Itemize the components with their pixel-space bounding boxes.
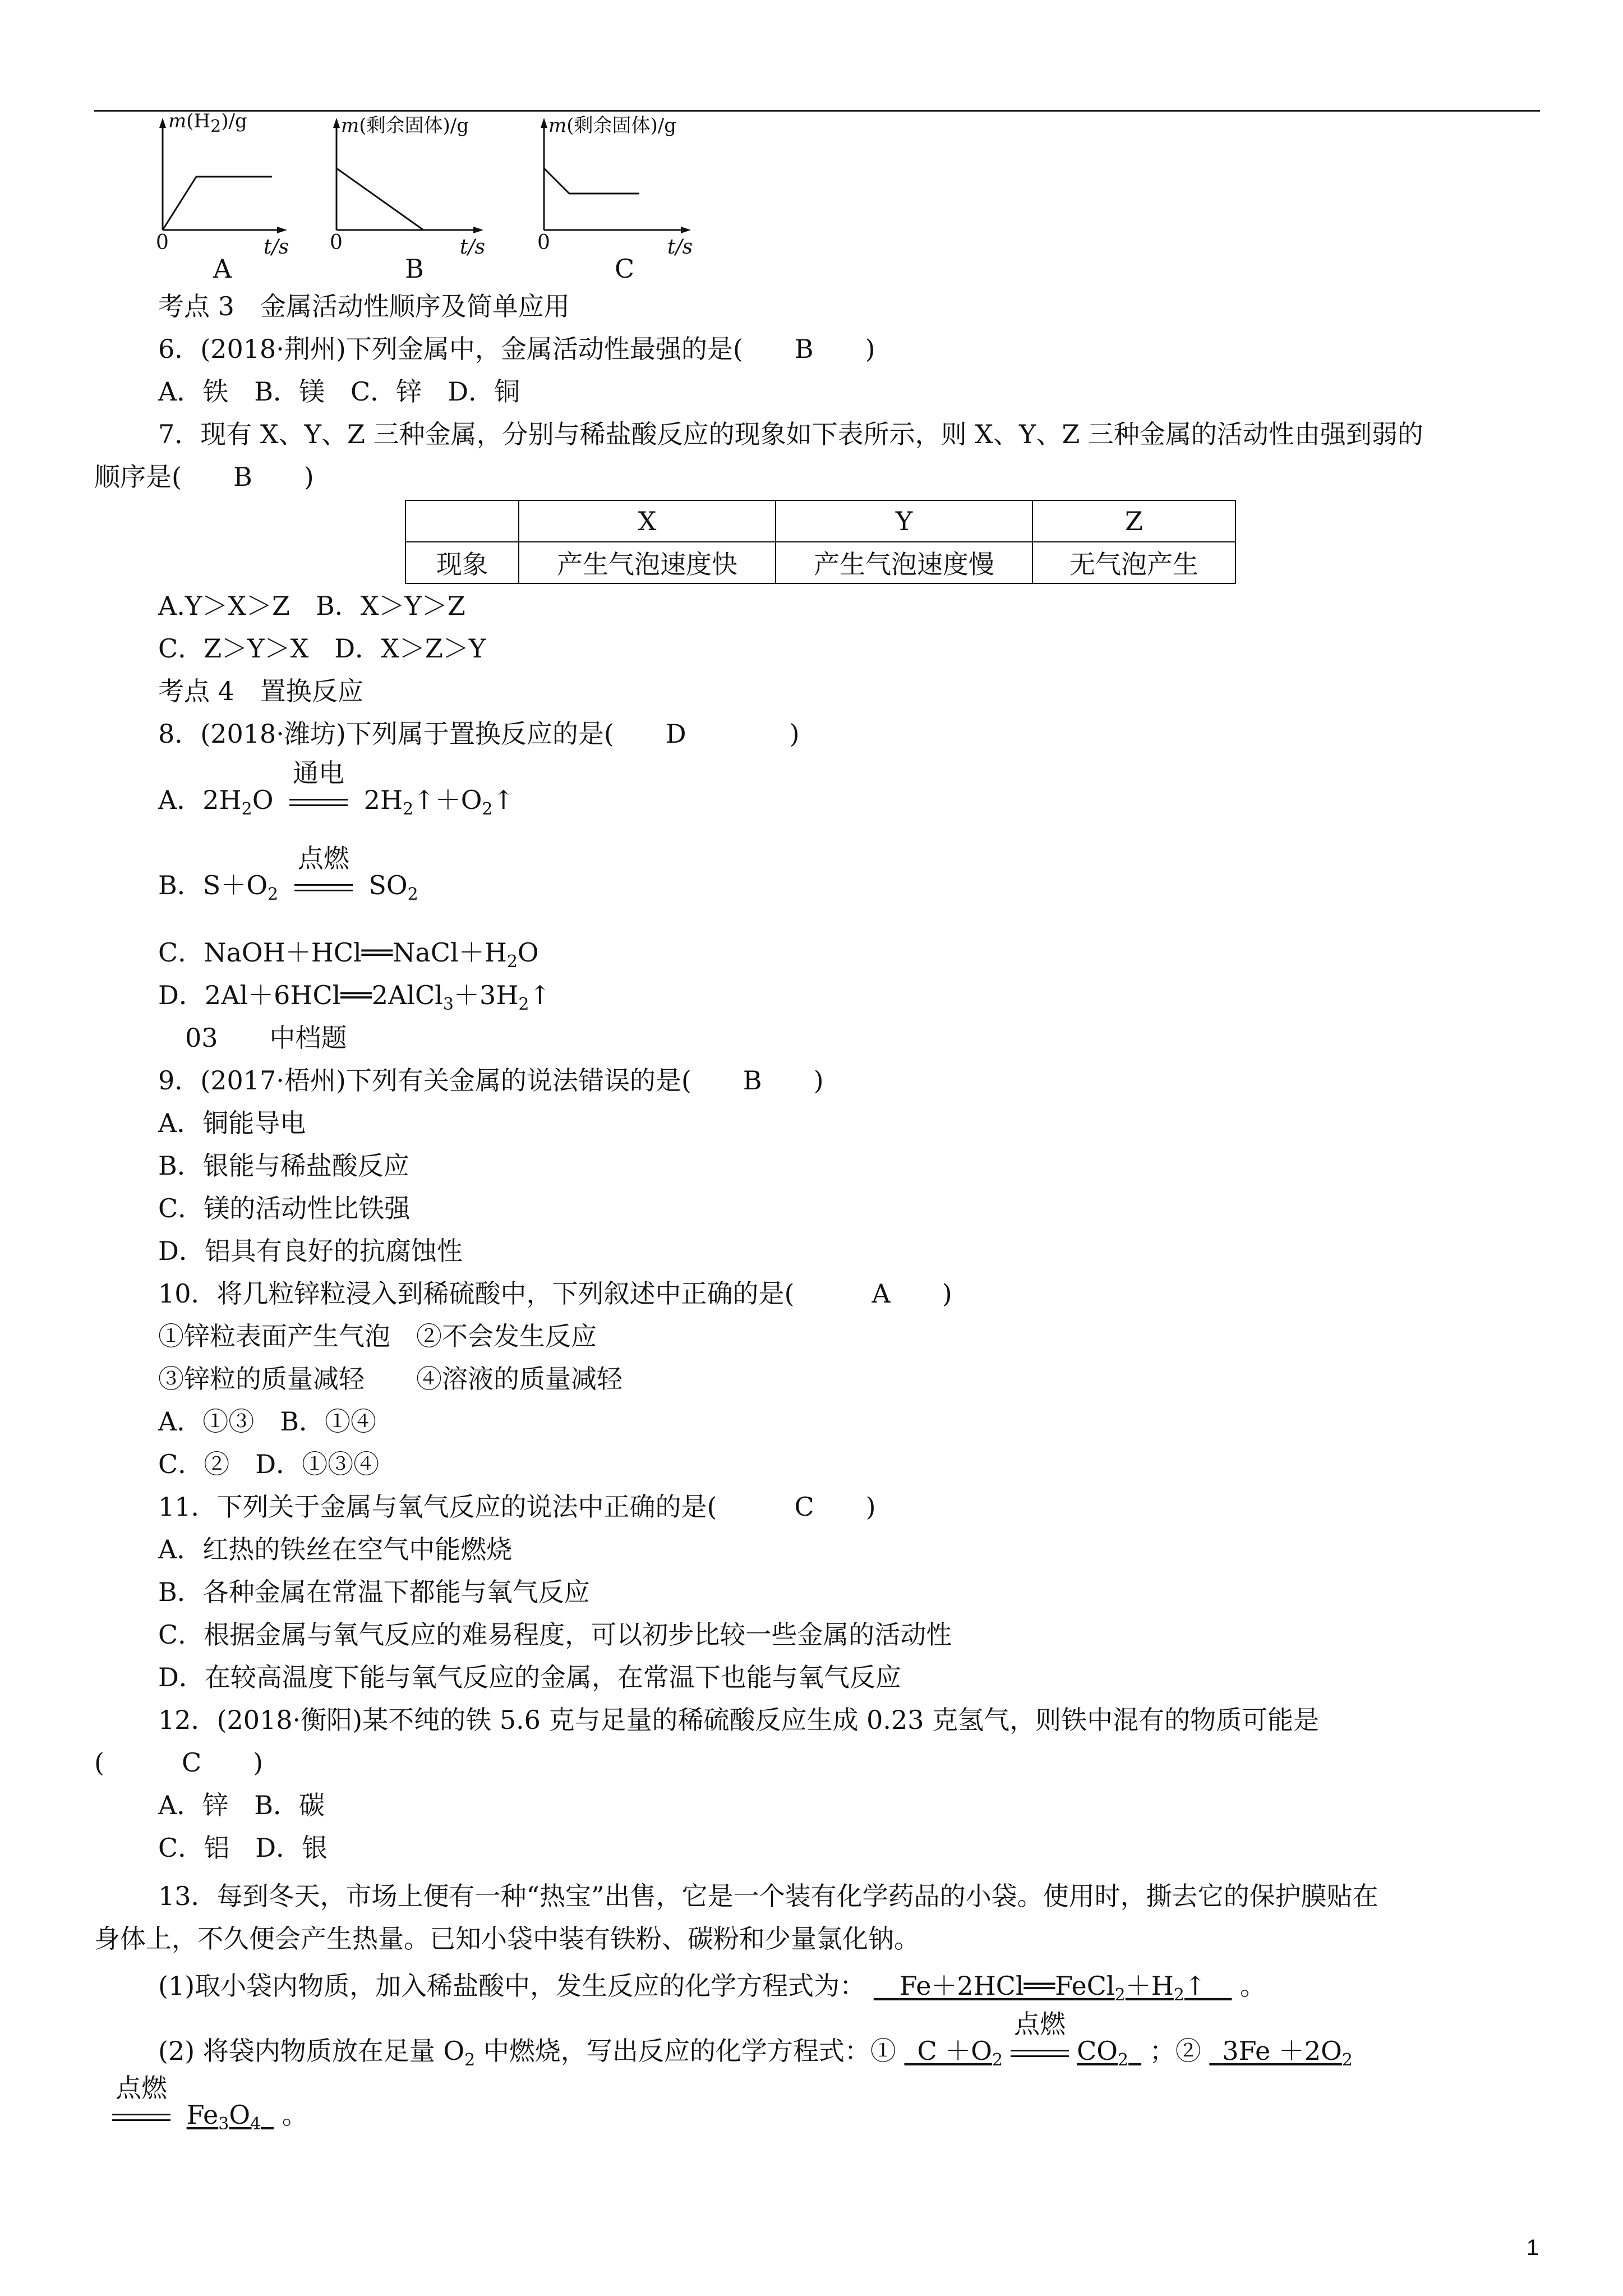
q9-option-a: A．铜能导电 [158, 1108, 306, 1138]
q13-stem-2: 身体上，不久便会产生热量。已知小袋中装有铁粉、碳粉和少量氯化钠。 [94, 1924, 920, 1954]
graph-b-ylabel: m(剩余固体)/g [341, 114, 469, 137]
q8-option-c: C．$NaOH+HCl══NaCl+H_2O$ [158, 937, 539, 972]
section3-heading: 考点 3 金属活动性顺序及简单应用 [158, 291, 570, 321]
graph-b-line [336, 168, 423, 230]
graph-a-caption: A [213, 254, 232, 284]
graph-c-line [544, 168, 639, 194]
q7-stem-1: 7．现有 X、Y、Z 三种金属，分别与稀盐酸反应的现象如下表所示，则 X、Y、Z 三种金属的活动性由强到弱的 [158, 419, 1423, 449]
graph-b-xlabel: t/s [460, 236, 486, 259]
q13-part2-continued: 点燃 $Fe_3O_4$ 。 [112, 2099, 308, 2140]
q12-stem-1: 12．(2018·衡阳)某不纯的铁 5.6 克与足量的稀硫酸反应生成 0.23 克氢气，则铁中混有的物质可能是 [158, 1705, 1320, 1735]
q8-stem: 8．(2018·潍坊)下列属于置换反应的是( D ) [158, 719, 800, 749]
graph-a-xlabel: t/s [264, 236, 289, 259]
table-row [405, 542, 1235, 583]
q12-options-1: A．锌 B．碳 [158, 1790, 325, 1820]
q13-part2-answer-2-rhs: $Fe_3O_4$ [186, 2100, 261, 2134]
q8-option-d: D．$2Al+6HCl══2AlCl_3+3H_2↑$ [158, 980, 551, 1015]
q13-part2: (2) 将袋内物质放在足量 $O_2$ 中燃烧，写出反应的化学方程式：① $C +O_2$ 点燃 $CO_2$ ；② $3Fe +2O_2$ [158, 2035, 1353, 2076]
graph-c-origin: 0 [537, 231, 550, 254]
q7-observation-table [405, 500, 1236, 584]
q6-options: A．铁 B．镁 C．锌 D．铜 [158, 376, 520, 407]
q10-stem: 10．将几粒锌粒浸入到稀硫酸中，下列叙述中正确的是( A ) [158, 1278, 952, 1309]
table-cell: X [519, 500, 776, 542]
section4-heading: 考点 4 置换反应 [158, 676, 363, 706]
graph-c-caption: C [615, 254, 635, 284]
q11-option-c: C．根据金属与氧气反应的难易程度，可以初步比较一些金属的活动性 [158, 1619, 952, 1650]
q13-part1: (1)取小袋内物质，加入稀盐酸中，发生反应的化学方程式为： $Fe+2HCl══FeCl_2+H_2↑$ 。 [158, 1970, 1266, 2011]
q9-stem: 9．(2017·梧州)下列有关金属的说法错误的是( B ) [158, 1065, 824, 1096]
table-cell: Y [776, 500, 1032, 542]
q13-stem-1: 13．每到冬天，市场上便有一种“热宝”出售，它是一个装有化学药品的小袋。使用时，撕去它的保护膜贴在 [158, 1881, 1378, 1911]
graph-c-xlabel: t/s [667, 236, 693, 259]
q9-option-d: D．铝具有良好的抗腐蚀性 [158, 1236, 463, 1266]
reaction-condition-arrow: 点燃 [1011, 2037, 1069, 2069]
q10-statements-1: ①锌粒表面产生气泡 ②不会发生反应 [158, 1321, 597, 1351]
page-number: 1 [1526, 2235, 1539, 2260]
graph-c-ylabel: m(剩余固体)/g [548, 114, 676, 137]
graph-a-line [163, 177, 272, 230]
table-cell: 产生气泡速度慢 [776, 542, 1032, 583]
section-mid-heading: 03 中档题 [185, 1023, 347, 1053]
q7-options-1: A.Y＞X＞Z B．X＞Y＞Z [158, 591, 465, 621]
table-cell [405, 500, 519, 542]
q6-stem: 6．(2018·荆州)下列金属中，金属活动性最强的是( B ) [158, 334, 875, 364]
q10-statements-2: ③锌粒的质量减轻 ④溶液的质量减轻 [158, 1364, 623, 1394]
reaction-condition-arrow: 点燃 [112, 2101, 170, 2133]
graph-b-caption: B [405, 254, 424, 284]
graph-a-origin: 0 [156, 231, 169, 254]
q11-option-d: D．在较高温度下能与氧气反应的金属，在常温下也能与氧气反应 [158, 1662, 901, 1692]
q11-option-a: A．红热的铁丝在空气中能燃烧 [158, 1534, 513, 1565]
table-cell: 无气泡产生 [1032, 542, 1235, 583]
q13-part1-answer: $Fe+2HCl══FeCl_2+H_2↑$ [899, 1971, 1206, 2005]
q8-option-a: A．$2H_2O$ 通电 $2H_2↑+O_2↑$ [158, 758, 515, 820]
q13-part2-answer-2-lhs: $3Fe +2O_2$ [1222, 2036, 1353, 2070]
header-rule [94, 110, 1540, 112]
table-cell: 产生气泡速度快 [519, 542, 776, 583]
q10-options-2: C．② D．①③④ [158, 1449, 380, 1479]
q9-option-b: B．银能与稀盐酸反应 [158, 1151, 409, 1181]
reaction-condition-arrow: 点燃 [294, 872, 353, 903]
graph-a-ylabel: $m(H_2)/g$ [168, 110, 247, 136]
q10-options-1: A．①③ B．①④ [158, 1406, 377, 1437]
q13-part2-answer-1: $C +O_2$ 点燃 $CO_2$ [917, 2009, 1129, 2070]
q8-option-b: B．$S+O_2$ 点燃 $SO_2$ [158, 843, 418, 905]
reaction-condition-arrow: 通电 [289, 786, 348, 818]
table-cell: 现象 [405, 542, 519, 583]
q11-stem: 11．下列关于金属与氧气反应的说法中正确的是( C ) [158, 1492, 876, 1522]
q7-stem-2: 顺序是( B ) [94, 462, 314, 492]
q9-option-c: C．镁的活动性比铁强 [158, 1193, 411, 1223]
q12-stem-2: ( C ) [94, 1747, 264, 1778]
table-cell: Z [1032, 500, 1235, 542]
q7-options-2: C．Z＞Y＞X D．X＞Z＞Y [158, 633, 486, 664]
q12-options-2: C．铝 D．银 [158, 1833, 328, 1863]
table-header-row [405, 500, 1235, 542]
q11-option-b: B．各种金属在常温下都能与氧气反应 [158, 1577, 590, 1607]
graph-b-origin: 0 [330, 231, 343, 254]
